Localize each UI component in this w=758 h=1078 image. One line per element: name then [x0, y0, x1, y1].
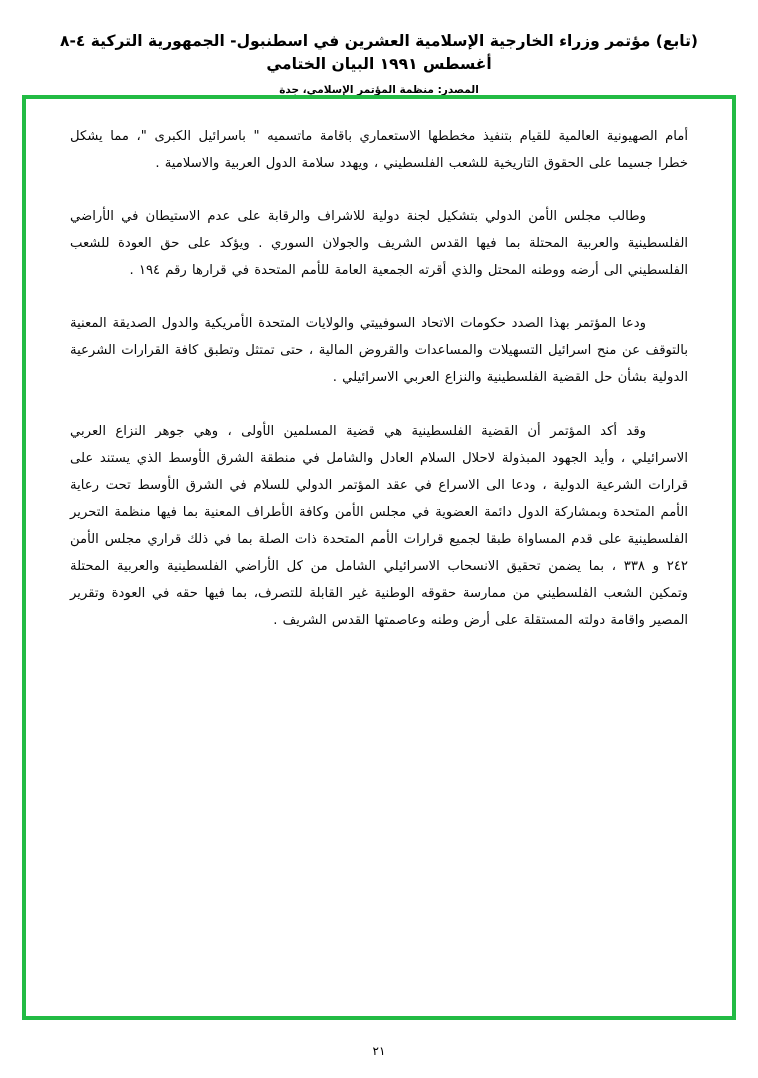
paragraph-3: ودعا المؤتمر بهذا الصدد حكومات الاتحاد السوفييتي والولايات المتحدة الأمريكية والدول الصديقة المعنية بالتوقف عن منح اسرائيل التسهيلات والمساعدات والقروض المالية ، حتى تمتثل وتطبق كافة القرارات الشرعية الدولية بشأن حل القضية الفلسطينية والنزاع العربي الاسرائيلي .	[70, 316, 688, 386]
page-title: (تابع) مؤتمر وزراء الخارجية الإسلامية العشرين في اسطنبول- الجمهورية التركية ٤-٨ أغسطس ١٩٩١ البيان الختامي	[59, 32, 698, 74]
document-body	[26, 99, 732, 644]
paragraph-2: وطالب مجلس الأمن الدولي بتشكيل لجنة دولية للاشراف والرقابة على عدم الاستيطان في الأراضي الفلسطينية والعربية المحتلة بما فيها القدس الشريف والجولان السوري . ويؤكد على حق العودة للشعب الفلسطيني الى أرضه ووطنه المحتل والذي أقرته الجمعية العامة للأمم المتحدة في قرارها رقم ١٩٤ .	[70, 209, 688, 279]
paragraph-1: أمام الصهيونية العالمية للقيام بتنفيذ مخططها الاستعماري باقامة ماتسميه " باسرائيل الكبرى "، مما يشكل خطرا جسيما على الحقوق التاريخية للشعب الفلسطيني ، ويهدد سلامة الدول العربية والاسلامية .	[70, 129, 688, 172]
document-header	[0, 0, 758, 96]
paragraph-4: وقد أكد المؤتمر أن القضية الفلسطينية هي قضية المسلمين الأولى ، وهي جوهر النزاع العربي الاسرائيلي ، وأيد الجهود المبذولة لاحلال السلام العادل والشامل في منطقة الشرق الأوسط الذي يستند على قرارات الشرعية الدولية ، ودعا الى الاسراع في عقد المؤتمر الدولي للسلام في الشرق الأوسط تحت رعاية الأمم المتحدة وبمشاركة الدول دائمة العضوية في مجلس الأمن وكافة الأطراف المعنية بما فيها منظمة التحرير الفلسطينية على قدم المساواة طبقا لجميع قرارات الأمم المتحدة ذات الصلة بما في ذلك قراري مجلس الأمن ٢٤٢ و ٣٣٨ ، بما يضمن تحقيق الانسحاب الاسرائيلي الشامل من كل الأراضي الفلسطينية والعربية المحتلة وتمكين الشعب الفلسطيني من ممارسة حقوقه الوطنية غير القابلة للتصرف، بما فيها حقه في العودة وتقرير المصير واقامة دولته المستقلة على أرض وطنه وعاصمتها القدس الشريف .	[70, 423, 688, 628]
content-frame	[22, 95, 736, 1020]
page-number: ٢١	[372, 1044, 386, 1058]
document-source: المصدر: منظمة المؤتمر الإسلامي، جدة	[279, 83, 479, 96]
